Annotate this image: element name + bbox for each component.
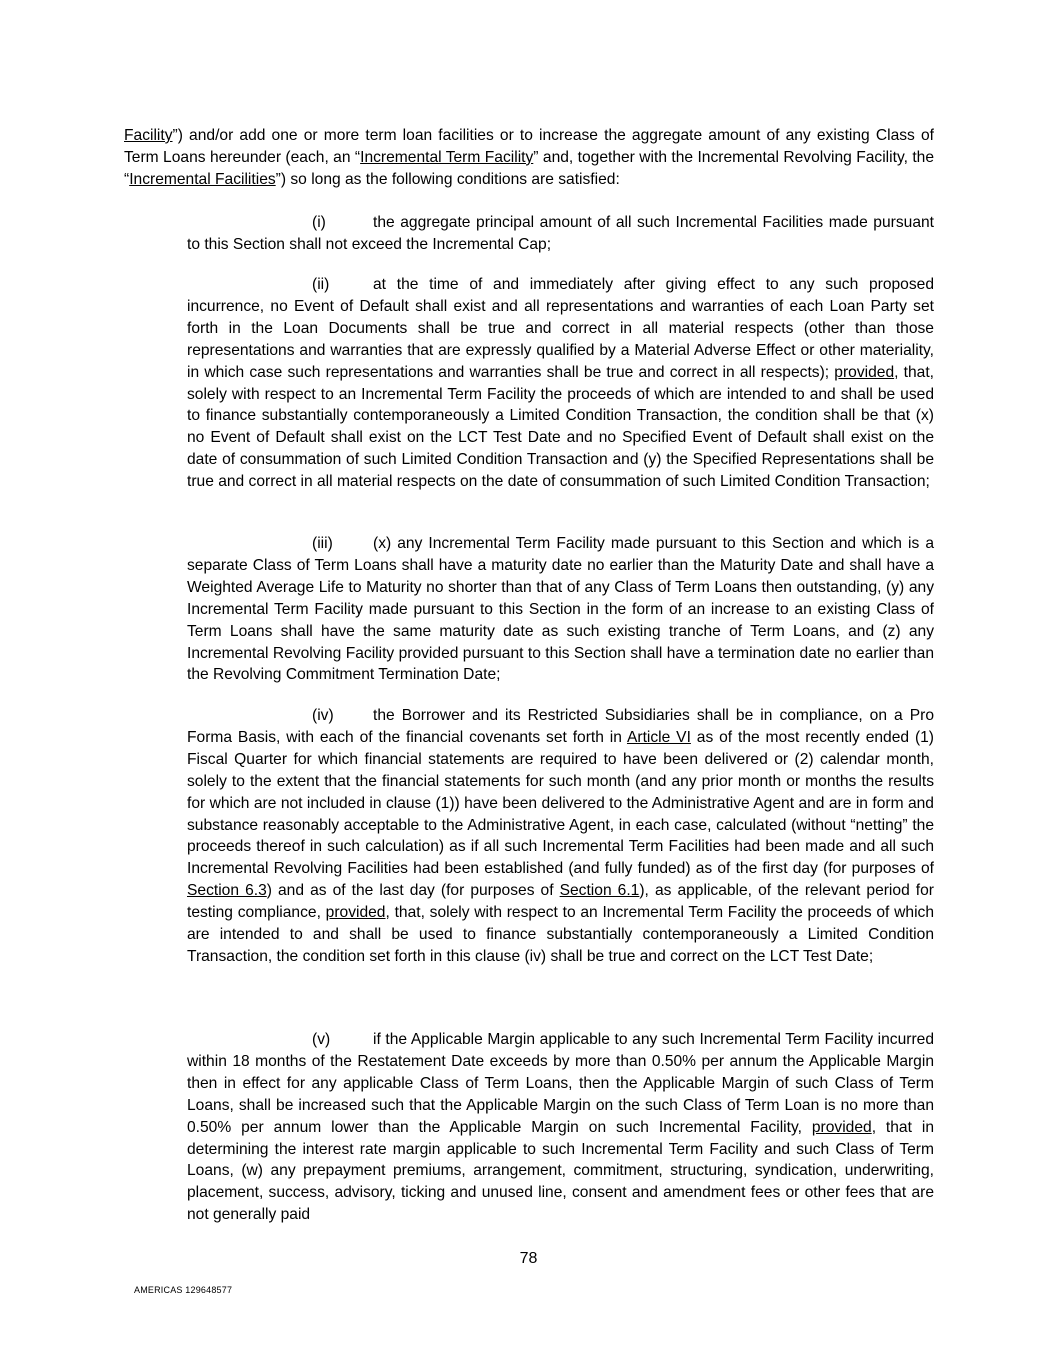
footer-document-id: AMERICAS 129648577	[134, 1285, 233, 1295]
intro-text: ”) so long as the following conditions are satisfied:	[275, 170, 620, 188]
clause-v	[187, 1029, 934, 1226]
clause-text: if the Applicable Margin applicable to any such Incremental Term Facility incurred within 18 months of the Restatement Date exceeds by more than 0.50% per annum the Applicable Margin then in effect for any applicable Class of Term Loans, then the Applicable Margin of such Class of Term Loans, shall be increased such that the Applicable Margin on the such Class of Term Loan is no more than 0.50% per annum lower than the Applicable Margin on such Incremental Facility,	[187, 1031, 934, 1136]
clause-number: (v)	[312, 1031, 331, 1048]
clause-text: ), as applicable, of the relevant period for testing compliance,	[187, 882, 934, 922]
clause-number: (ii)	[312, 276, 330, 293]
clause-text: , that, solely with respect to an Incremental Term Facility the proceeds of which are intended to and shall be used to finance substantially contemporaneously a Limited Condition Transaction, the condition shall be that (x) no Event of Default shall exist on the LCT Test Date and no Specified Event of Default shall exist on the date of consummation of such Limited Condition Transaction and (y) the Specified Representations shall be true and correct in all material respects on the date of consummation of such Limited Condition Transaction;	[187, 363, 934, 491]
defined-term-link: Facility	[124, 127, 173, 144]
defined-term-link: Incremental Term Facility	[360, 148, 534, 166]
clause-number: (iii)	[312, 535, 333, 552]
clause-ii	[187, 274, 934, 493]
intro-text: ”) and/or add one or more term loan facilities or to increase the aggregate amount of any existing Class of Term Loans hereunder (each, an “	[124, 127, 934, 166]
clause-text: , that in determining the interest rate margin applicable to such Incremental Term Facility and such Class of Term Loans, (w) any prepayment premiums, arrangement, commitment, structuring, syndication, underwriting, placement, success, advisory, ticking and unused line, consent and amendment fees or other fees that are not generally paid	[187, 1118, 934, 1224]
clause-text: ) and as of the last day (for purposes of	[266, 882, 560, 900]
proviso-term: provided	[811, 1118, 872, 1136]
intro-text: ” and, together with the Incremental Revolving Facility, the “	[124, 148, 934, 188]
page-number: 78	[519, 1250, 538, 1267]
proviso-term: provided	[325, 904, 386, 922]
cross-reference-link: Section 6.3	[187, 882, 267, 900]
clause-number: (i)	[312, 214, 326, 231]
clause-text: the aggregate principal amount of all such Incremental Facilities made pursuant to this Section shall not exceed the Incremental Cap;	[187, 214, 934, 253]
defined-term-link: Incremental Facilities	[129, 170, 276, 188]
clause-number: (iv)	[312, 707, 334, 724]
clause-iii	[187, 533, 934, 686]
clause-text: (x) any Incremental Term Facility made pursuant to this Section and which is a separate Class of Term Loans shall have a maturity date no earlier than the Maturity Date and shall have a Weighted Average Life to Maturity no shorter than that of any Class of Term Loans then outstanding, (y) any Incremental Term Facility made pursuant to this Section in the form of an increase to an existing Class of Term Loans shall have the same maturity date as such existing tranche of Term Loans, and (z) any Incremental Revolving Facility provided pursuant to this Section shall have a termination date no earlier than the Revolving Commitment Termination Date;	[187, 535, 934, 684]
clause-text: as of the most recently ended (1) Fiscal Quarter for which financial statements are required to have been delivered or (2) calendar month, solely to the extent that the financial statements for such month (and any prior month or months the results for which are not included in clause (1)) have been delivered to the Administrative Agent and are in form and substance reasonably acceptable to the Administrative Agent, in each case, calculated (without “netting” the proceeds thereof in such calculation) as if all such Incremental Term Facilities had been made and all such Incremental Revolving Facilities had been established (and fully funded) as of the first day (for purposes of	[187, 728, 935, 878]
cross-reference-link: Article VI	[626, 728, 691, 746]
proviso-term: provided	[834, 363, 895, 381]
intro-paragraph	[124, 125, 934, 191]
clause-iv	[187, 705, 934, 968]
clause-text: the Borrower and its Restricted Subsidiaries shall be in compliance, on a Pro Forma Basis, with each of the financial covenants set forth in	[187, 707, 934, 746]
clause-text: at the time of and immediately after giving effect to any such proposed incurrence, no Event of Default shall exist and all representations and warranties of each Loan Party set forth in the Loan Documents shall be true and correct in all material respects (other than those representations and warranties that are expressly qualified by a Material Adverse Effect or other materiality, in which case such representations and warranties shall be true and correct in all respects);	[187, 276, 934, 381]
cross-reference-link: Section 6.1	[559, 882, 640, 900]
clause-i	[187, 212, 934, 256]
clause-text: , that, solely with respect to an Incremental Term Facility the proceeds of which are intended to and shall be used to finance substantially contemporaneously a Limited Condition Transaction, the condition set forth in this clause (iv) shall be true and correct on the LCT Test Date;	[187, 904, 934, 965]
